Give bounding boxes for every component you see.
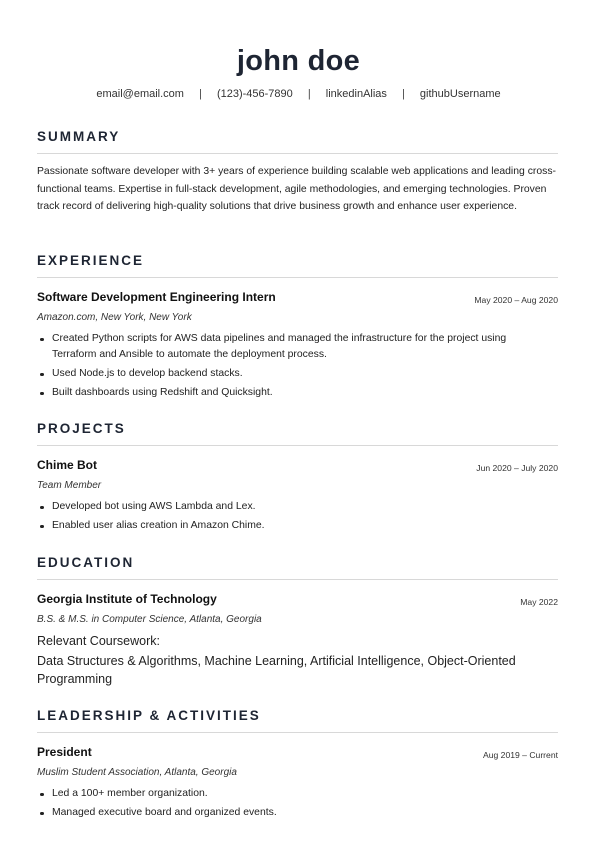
list-item: Led a 100+ member organization.	[37, 786, 537, 802]
contact-separator: |	[401, 88, 405, 100]
leadership-heading: LEADERSHIP & ACTIVITIES	[37, 708, 261, 723]
leadership-org: Muslim Student Association, Atlanta, Georgia	[37, 767, 237, 778]
list-item: Created Python scripts for AWS data pipelines and managed the infrastructure for the project using Terraform and Ansible to automate the deployment process.	[37, 331, 527, 363]
list-item: Managed executive board and organized events.	[37, 805, 537, 821]
education-school: Georgia Institute of Technology	[37, 592, 217, 606]
experience-heading: EXPERIENCE	[37, 253, 145, 268]
education-degree: B.S. & M.S. in Computer Science, Atlanta, Georgia	[37, 614, 262, 625]
project-name: Chime Bot	[37, 458, 97, 472]
coursework-list: Data Structures & Algorithms, Machine Learning, Artificial Intelligence, Object-Oriented Programming	[37, 654, 516, 686]
list-item: Enabled user alias creation in Amazon Chime.	[37, 518, 537, 534]
experience-org: Amazon.com, New York, New York	[37, 312, 192, 323]
coursework-label: Relevant Coursework:	[37, 634, 160, 648]
section-divider	[37, 153, 558, 154]
list-item: Built dashboards using Redshift and Quicksight.	[37, 385, 527, 401]
project-role: Team Member	[37, 480, 102, 491]
experience-role: Software Development Engineering Intern	[37, 290, 276, 304]
project-date: Jun 2020 – July 2020	[476, 463, 558, 473]
project-bullets	[37, 499, 537, 537]
section-divider	[37, 277, 558, 278]
experience-bullets	[37, 331, 527, 404]
projects-heading: PROJECTS	[37, 421, 126, 436]
leadership-bullets	[37, 786, 537, 824]
contact-separator: |	[307, 88, 311, 100]
section-divider	[37, 732, 558, 733]
contact-linkedin: linkedinAlias	[325, 88, 387, 100]
education-date: May 2022	[520, 597, 558, 607]
list-item: Developed bot using AWS Lambda and Lex.	[37, 499, 537, 515]
summary-heading: SUMMARY	[37, 129, 121, 144]
contact-phone: (123)-456-7890	[216, 88, 293, 100]
section-divider	[37, 579, 558, 580]
contact-github: githubUsername	[419, 88, 501, 100]
experience-date: May 2020 – Aug 2020	[474, 295, 558, 305]
section-divider	[37, 445, 558, 446]
education-heading: EDUCATION	[37, 555, 135, 570]
leadership-role: President	[37, 745, 92, 759]
list-item: Used Node.js to develop backend stacks.	[37, 366, 527, 382]
contact-line	[0, 87, 597, 101]
contact-separator: |	[199, 88, 202, 100]
summary-text: Passionate software developer with 3+ years of experience building scalable web applications and leading cross-functional teams. Expertise in full-stack development, agile methodologies, and emerging technologies. Proven track record of delivering high-quality solutions that drive business growth and enhance user experience.	[37, 166, 556, 212]
contact-email: email@email.com	[96, 88, 184, 100]
leadership-date: Aug 2019 – Current	[482, 750, 558, 760]
candidate-name: john doe	[236, 45, 361, 77]
